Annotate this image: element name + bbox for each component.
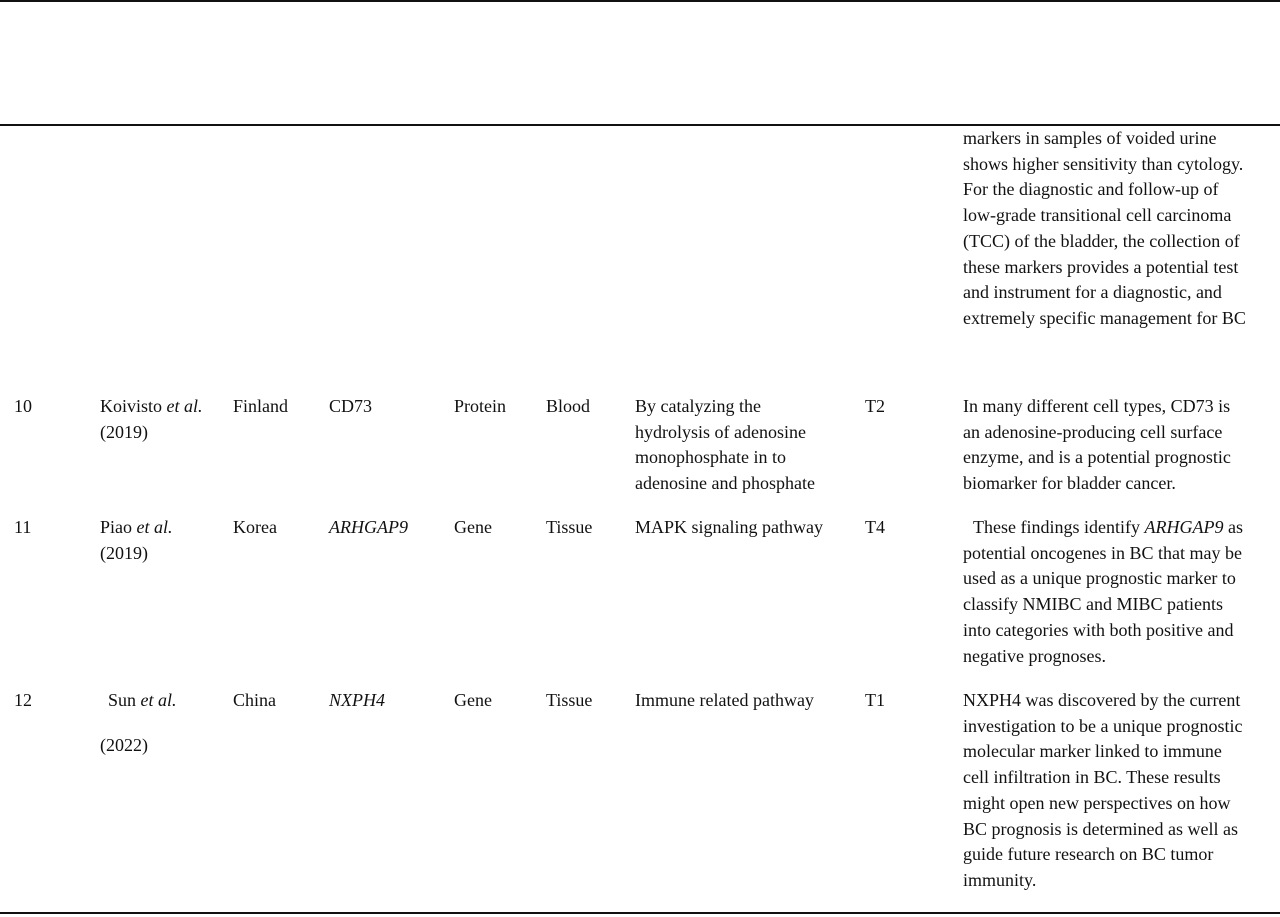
et-al: et al. <box>166 396 203 416</box>
conclusion-line: investigation to be a unique prognostic <box>963 715 1243 736</box>
row-number: 12 <box>14 690 32 710</box>
mechanism-line: adenosine and phosphate <box>635 473 815 494</box>
conclusion-line: used as a unique prognostic marker to <box>963 568 1236 589</box>
author-cell <box>100 515 173 566</box>
mechanism-cell <box>635 688 814 714</box>
mechanism-line: Immune related pathway <box>635 690 814 710</box>
country-cell: Finland <box>233 396 289 416</box>
type-cell: Gene <box>454 690 492 710</box>
conclusion-line: guide future research on BC tumor <box>963 844 1214 865</box>
author-name: Piao <box>100 517 133 537</box>
author-cell <box>100 394 203 445</box>
mechanism-line: hydrolysis of adenosine <box>635 421 806 442</box>
gene-name: ARHGAP9 <box>1144 517 1224 537</box>
conclusion-line: cell infiltration in BC. These results <box>963 767 1221 788</box>
sample-cell: Blood <box>546 396 591 416</box>
row-number: 11 <box>14 517 32 537</box>
et-al: et al. <box>136 517 173 537</box>
conclusion-line: immunity. <box>963 869 1037 890</box>
mechanism-line: MAPK signaling pathway <box>635 517 823 537</box>
conclusion-cell <box>963 688 1280 894</box>
conclusion-line: NXPH4 was discovered by the current <box>963 690 1241 710</box>
conclusion-line: negative prognoses. <box>963 645 1106 666</box>
country-cell: China <box>233 690 276 710</box>
conclusion-line: into categories with both positive and <box>963 619 1234 640</box>
conclusion-line: molecular marker linked to immune <box>963 741 1222 762</box>
marker-cell: ARHGAP9 <box>329 517 408 537</box>
country-cell: Korea <box>233 517 277 537</box>
author-year: (2019) <box>100 421 148 442</box>
mechanism-cell <box>635 394 815 497</box>
marker-cell: CD73 <box>329 396 373 416</box>
table-bottom-rule <box>0 912 1280 914</box>
stage-cell: T2 <box>865 396 885 416</box>
conclusion-text: as <box>1227 517 1243 537</box>
continued-line: (TCC) of the bladder, the collection of <box>963 230 1240 251</box>
continued-line: extremely specific management for BC <box>963 307 1246 328</box>
author-cell <box>108 688 177 714</box>
author-name: Koivisto <box>100 396 163 416</box>
conclusion-line: BC prognosis is determined as well as <box>963 818 1238 839</box>
conclusion-line: might open new perspectives on how <box>963 792 1231 813</box>
et-al: et al. <box>140 690 177 710</box>
conclusion-text: These findings identify <box>973 517 1140 537</box>
continued-line: these markers provides a potential test <box>963 256 1239 277</box>
mechanism-line: monophosphate in to <box>635 447 786 468</box>
conclusion-cell <box>963 394 1280 497</box>
conclusion-line: classify NMIBC and MIBC patients <box>963 594 1223 615</box>
conclusion-cell <box>963 515 1280 669</box>
conclusion-line: In many different cell types, CD73 is <box>963 396 1231 416</box>
stage-cell: T4 <box>865 517 885 537</box>
stage-cell: T1 <box>865 690 885 710</box>
type-cell: Gene <box>454 517 492 537</box>
sample-cell: Tissue <box>546 517 593 537</box>
conclusion-line: an adenosine-producing cell surface <box>963 421 1223 442</box>
conclusion-line: enzyme, and is a potential prognostic <box>963 447 1231 468</box>
continued-line: markers in samples of voided urine <box>963 128 1217 148</box>
table-top-rule <box>0 0 1280 2</box>
marker-cell: NXPH4 <box>329 690 385 710</box>
mechanism-line: By catalyzing the <box>635 396 761 416</box>
author-year: (2019) <box>100 542 148 563</box>
conclusion-line: potential oncogenes in BC that may be <box>963 542 1242 563</box>
sample-cell: Tissue <box>546 690 593 710</box>
continued-line: shows higher sensitivity than cytology. <box>963 153 1244 174</box>
author-name: Sun <box>108 690 137 710</box>
continued-line: and instrument for a diagnostic, and <box>963 282 1222 303</box>
conclusion-line: biomarker for bladder cancer. <box>963 473 1176 494</box>
type-cell: Protein <box>454 396 506 416</box>
continued-line: For the diagnostic and follow-up of <box>963 179 1219 200</box>
row-number: 10 <box>14 396 32 416</box>
continued-conclusion <box>963 126 1280 332</box>
mechanism-cell <box>635 515 823 541</box>
continued-line: low-grade transitional cell carcinoma <box>963 205 1232 226</box>
author-year: (2022) <box>100 735 148 755</box>
